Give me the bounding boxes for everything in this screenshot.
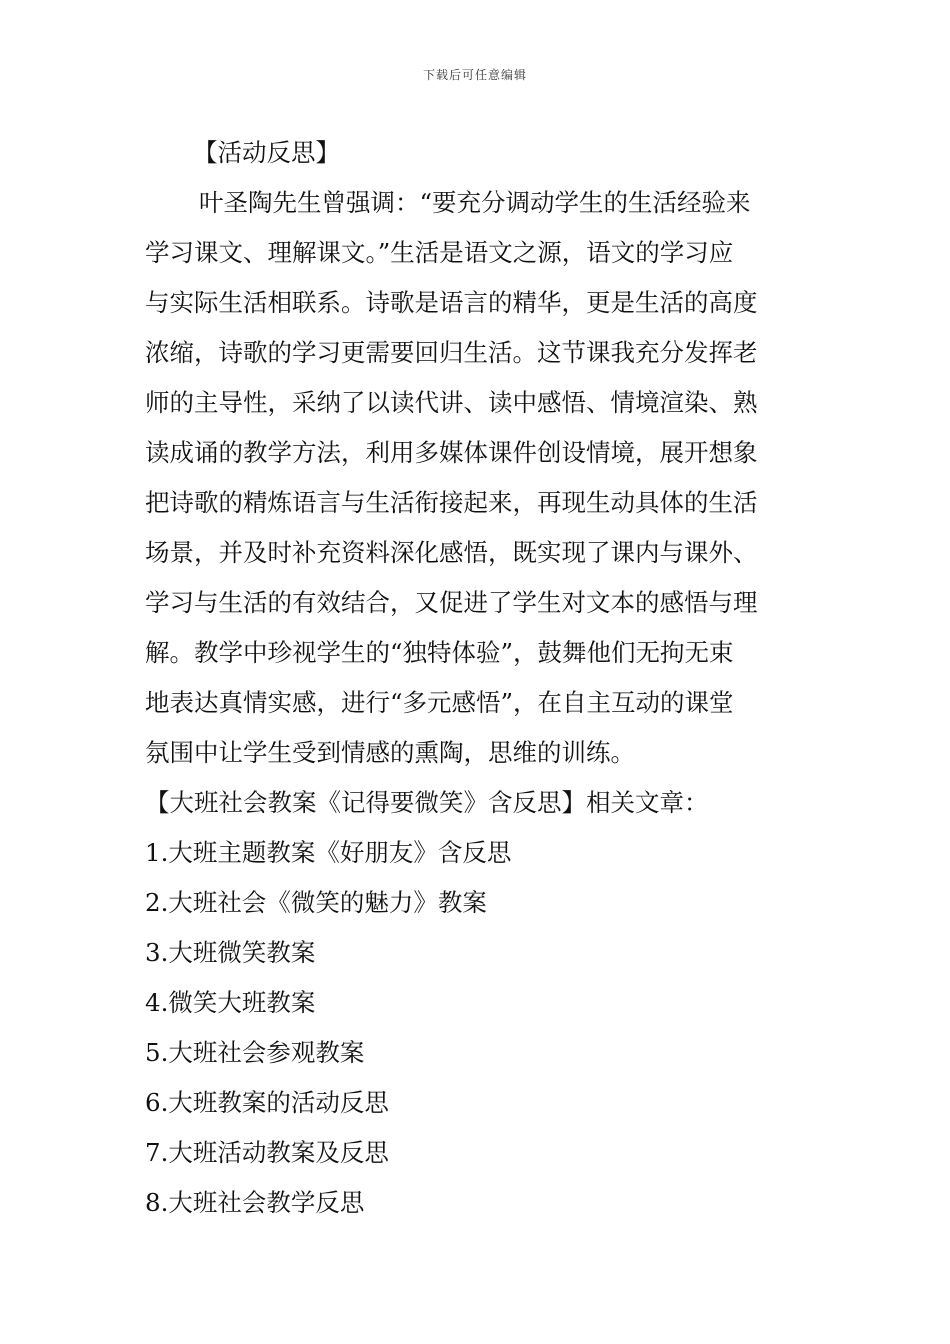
paragraph-line: 读成诵的教学方法，利用多媒体课件创设情境，展开想象 — [145, 438, 758, 467]
related-article-link[interactable]: 4.微笑大班教案 — [145, 988, 316, 1017]
paragraph-line: 浓缩，诗歌的学习更需要回归生活。这节课我充分发挥老 — [145, 338, 758, 367]
document-body — [145, 128, 805, 1228]
paragraph-line: 地表达真情实感，进行“多元感悟”，在自主互动的课堂 — [145, 688, 734, 717]
paragraph-line: 氛围中让学生受到情感的熏陶，思维的训练。 — [145, 738, 635, 767]
paragraph-line: 场景，并及时补充资料深化感悟，既实现了课内与课外、 — [145, 538, 758, 567]
paragraph-line: 学习课文、理解课文。”生活是语文之源，语文的学习应 — [145, 238, 734, 267]
related-article-link[interactable]: 7.大班活动教案及反思 — [145, 1138, 389, 1167]
related-articles-heading: 【大班社会教案《记得要微笑》含反思】相关文章： — [145, 788, 709, 817]
related-article-link[interactable]: 8.大班社会教学反思 — [145, 1188, 365, 1217]
page-header-note: 下载后可任意编辑 — [422, 68, 527, 82]
paragraph-line: 学习与生活的有效结合，又促进了学生对文本的感悟与理 — [145, 588, 758, 617]
paragraph-line: 解。教学中珍视学生的“独特体验”，鼓舞他们无拘无束 — [145, 638, 734, 667]
related-articles-list — [145, 828, 805, 1228]
paragraph-line: 师的主导性，采纳了以读代讲、读中感悟、情境渲染、熟 — [145, 388, 758, 417]
reflection-paragraph — [145, 178, 805, 778]
related-article-link[interactable]: 5.大班社会参观教案 — [145, 1038, 365, 1067]
paragraph-line: 与实际生活相联系。诗歌是语言的精华，更是生活的高度 — [145, 288, 758, 317]
section-title: 【活动反思】 — [193, 138, 340, 167]
paragraph-line: 把诗歌的精炼语言与生活衔接起来，再现生动具体的生活 — [145, 488, 758, 517]
related-article-link[interactable]: 2.大班社会《微笑的魅力》教案 — [145, 888, 487, 917]
related-article-link[interactable]: 1.大班主题教案《好朋友》含反思 — [145, 838, 512, 867]
related-article-link[interactable]: 6.大班教案的活动反思 — [145, 1088, 389, 1117]
paragraph-line: 叶圣陶先生曾强调：“要充分调动学生的生活经验来 — [199, 188, 751, 217]
related-article-link[interactable]: 3.大班微笑教案 — [145, 938, 316, 967]
